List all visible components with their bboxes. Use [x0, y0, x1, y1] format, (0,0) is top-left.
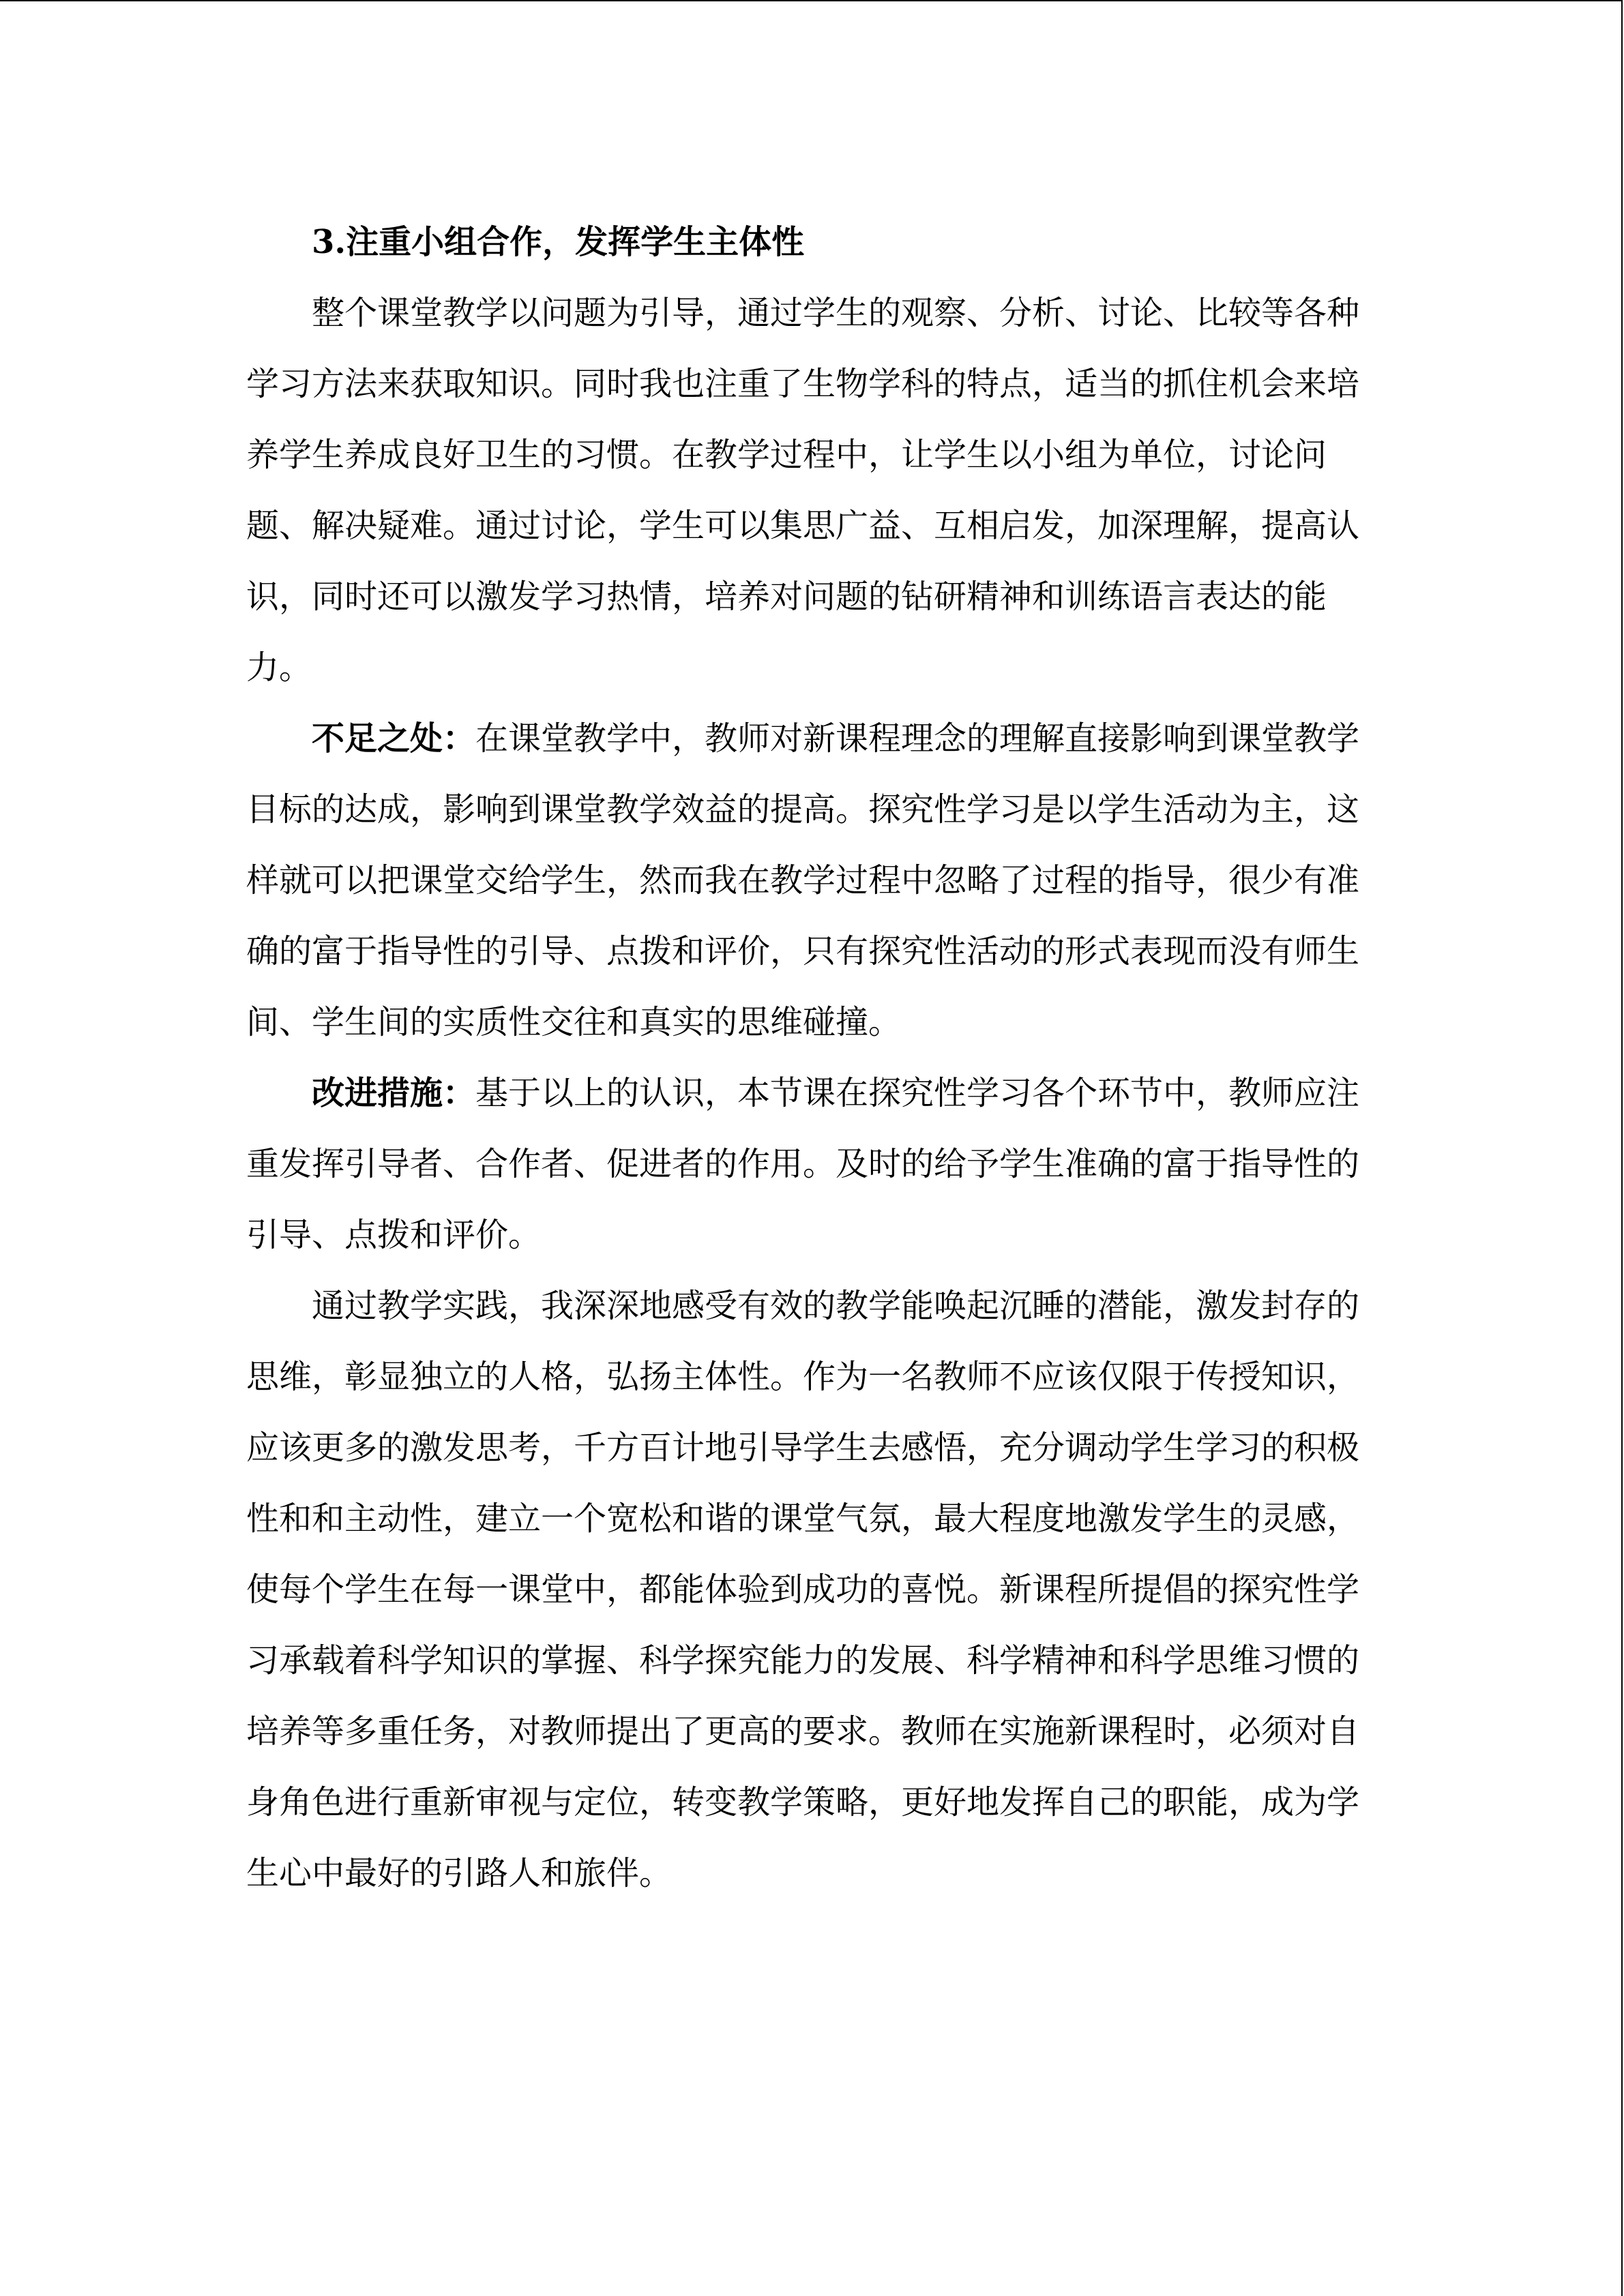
text-line	[246, 1838, 1365, 1909]
document-body	[246, 207, 1365, 1909]
paragraph-label: 不足之处：	[312, 719, 476, 758]
line-text: 学习方法来获取知识。同时我也注重了生物学科的特点，适当的抓住机会来培	[246, 365, 1360, 403]
text-line	[246, 419, 1365, 490]
text-line	[246, 1199, 1365, 1270]
line-text: 养学生养成良好卫生的习惯。在教学过程中，让学生以小组为单位，讨论问	[246, 436, 1327, 474]
text-line	[246, 774, 1365, 845]
line-text: 确的富于指导性的引导、点拨和评价，只有探究性活动的形式表现而没有师生	[246, 932, 1360, 970]
line-text: 身角色进行重新审视与定位，转变教学策略，更好地发挥自己的职能，成为学	[246, 1783, 1360, 1821]
text-line	[246, 703, 1365, 774]
line-text: 培养等多重任务，对教师提出了更高的要求。教师在实施新课程时，必须对自	[246, 1712, 1360, 1750]
paragraph	[246, 1270, 1365, 1909]
text-line	[246, 561, 1365, 632]
text-line	[246, 1412, 1365, 1483]
paragraphs	[246, 278, 1365, 1909]
text-line	[246, 916, 1365, 987]
line-text: 通过教学实践，我深深地感受有效的教学能唤起沉睡的潜能，激发封存的	[312, 1287, 1360, 1325]
text-line	[246, 632, 1365, 703]
paragraph	[246, 278, 1365, 703]
line-text: 力。	[246, 648, 312, 687]
line-text: 使每个学生在每一课堂中，都能体验到成功的喜悦。新课程所提倡的探究性学	[246, 1570, 1360, 1609]
text-line	[246, 1270, 1365, 1341]
line-text: 样就可以把课堂交给学生，然而我在教学过程中忽略了过程的指导，很少有准	[246, 861, 1360, 899]
text-line	[246, 1483, 1365, 1554]
text-line	[246, 987, 1365, 1058]
line-text: 整个课堂教学以问题为引导，通过学生的观察、分析、讨论、比较等各种	[312, 294, 1360, 332]
text-line	[246, 1554, 1365, 1625]
line-text: 间、学生间的实质性交往和真实的思维碰撞。	[246, 1003, 902, 1041]
line-text: 引导、点拨和评价。	[246, 1216, 542, 1254]
paragraph	[246, 1058, 1365, 1270]
line-text: 性和和主动性，建立一个宽松和谐的课堂气氛，最大程度地激发学生的灵感，	[246, 1500, 1360, 1538]
line-text: 生心中最好的引路人和旅伴。	[246, 1854, 673, 1892]
line-text: 思维，彰显独立的人格，弘扬主体性。作为一名教师不应该仅限于传授知识，	[246, 1358, 1360, 1396]
text-line	[246, 1129, 1365, 1199]
paragraph	[246, 703, 1365, 1058]
paragraph-label: 改进措施：	[312, 1074, 476, 1112]
line-text: 识，同时还可以激发学习热情，培养对问题的钻研精神和训练语言表达的能	[246, 578, 1327, 616]
text-line	[246, 845, 1365, 916]
text-line	[246, 348, 1365, 419]
text-line	[246, 1696, 1365, 1767]
line-text: 应该更多的激发思考，千方百计地引导学生去感悟，充分调动学生学习的积极	[246, 1429, 1360, 1467]
line-text: 目标的达成，影响到课堂教学效益的提高。探究性学习是以学生活动为主，这	[246, 790, 1360, 829]
text-line	[246, 1625, 1365, 1696]
line-text: 在课堂教学中，教师对新课程理念的理解直接影响到课堂教学	[475, 719, 1360, 758]
text-line	[246, 1767, 1365, 1838]
line-text: 习承载着科学知识的掌握、科学探究能力的发展、科学精神和科学思维习惯的	[246, 1641, 1360, 1680]
text-line	[246, 1058, 1365, 1129]
text-line	[246, 278, 1365, 348]
section-heading: 3.注重小组合作，发挥学生主体性	[312, 223, 805, 261]
line-text: 重发挥引导者、合作者、促进者的作用。及时的给予学生准确的富于指导性的	[246, 1145, 1360, 1183]
line-text: 题、解决疑难。通过讨论，学生可以集思广益、互相启发，加深理解，提高认	[246, 507, 1360, 545]
text-line	[246, 1341, 1365, 1412]
text-line	[246, 490, 1365, 561]
line-text: 基于以上的认识，本节课在探究性学习各个环节中，教师应注	[475, 1074, 1360, 1112]
